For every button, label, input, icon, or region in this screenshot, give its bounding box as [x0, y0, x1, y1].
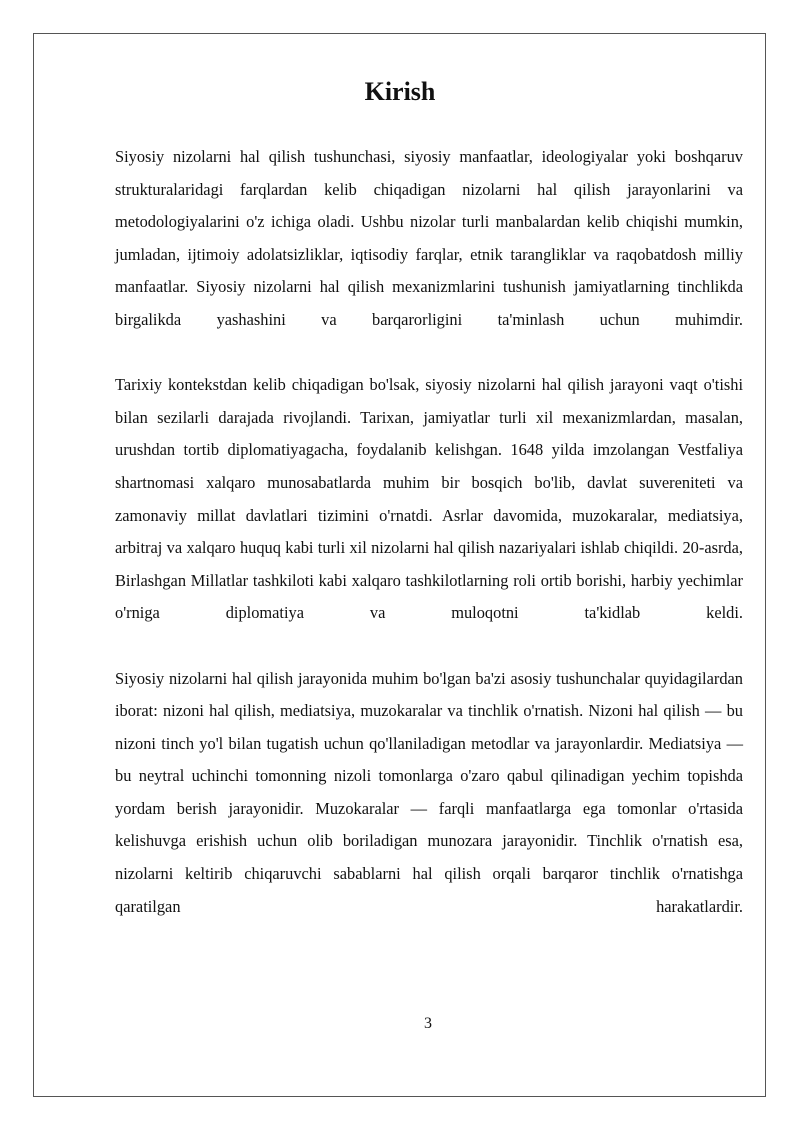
page-title: Kirish — [364, 77, 436, 106]
document-body — [115, 141, 743, 923]
page-number: 3 — [424, 1015, 432, 1032]
paragraph-definition: Siyosiy nizolarni hal qilish tushunchasi, siyosiy manfaatlar, ideologiyalar yoki boshqaruv strukturalaridagi farqlardan kelib chiqadigan nizolarni hal qilish jarayonlarini va metodologiyalarini o'z ichiga oladi. Ushbu nizolar turli manbalardan kelib chiqishi mumkin, jumladan, ijtimoiy adolatsizliklar, iqtisodiy farqlar, etnik tarangliklar va raqobatdosh milliy manfaatlar. Siyosiy nizolarni hal qilish mexanizmlarini tushunish jamiyatlarning tinchlikda birgalikda yashashini va barqarorligini ta'minlash uchun muhimdir. — [115, 147, 743, 329]
paragraph-history: Tarixiy kontekstdan kelib chiqadigan bo'lsak, siyosiy nizolarni hal qilish jarayoni vaqt o'tishi bilan sezilarli darajada rivojlandi. Tarixan, jamiyatlar turli xil mexanizmlardan, masalan, urushdan tortib diplomatiyagacha, foydalanib kelishgan. 1648 yilda imzolangan Vestfaliya shartnomasi xalqaro munosabatlarda muhim bir bosqich bo'lib, davlat suvereniteti va zamonaviy millat davlatlari tizimini o'rnatdi. Asrlar davomida, muzokaralar, mediatsiya, arbitraj va xalqaro huquq kabi turli xil nizolarni hal qilish nazariyalari ishlab chiqildi. 20-asrda, Birlashgan Millatlar tashkiloti kabi xalqaro tashkilotlarning roli ortib borishi, harbiy yechimlar o'rniga diplomatiya va muloqotni ta'kidlab keldi. — [115, 375, 743, 623]
paragraph-key-concepts: Siyosiy nizolarni hal qilish jarayonida muhim bo'lgan ba'zi asosiy tushunchalar quyidagilardan iborat: nizoni hal qilish, mediatsiya, muzokaralar va tinchlik o'rnatish. Nizoni hal qilish — bu nizoni tinch yo'l bilan tugatish uchun qo'llaniladigan metodlar va jarayonlardir. Mediatsiya — bu neytral uchinchi tomonning nizoli tomonlarga o'zaro qabul qilinadigan yechim topishda yordam berish jarayonidir. Muzokaralar — farqli manfaatlarga ega tomonlar o'rtasida kelishuvga erishish uchun olib boriladigan munozara jarayonidir. Tinchlik o'rnatish esa, nizolarni keltirib chiqaruvchi sabablarni hal qilish orqali barqaror tinchlik o'rnatishga qaratilgan harakatlardir. — [115, 668, 743, 916]
